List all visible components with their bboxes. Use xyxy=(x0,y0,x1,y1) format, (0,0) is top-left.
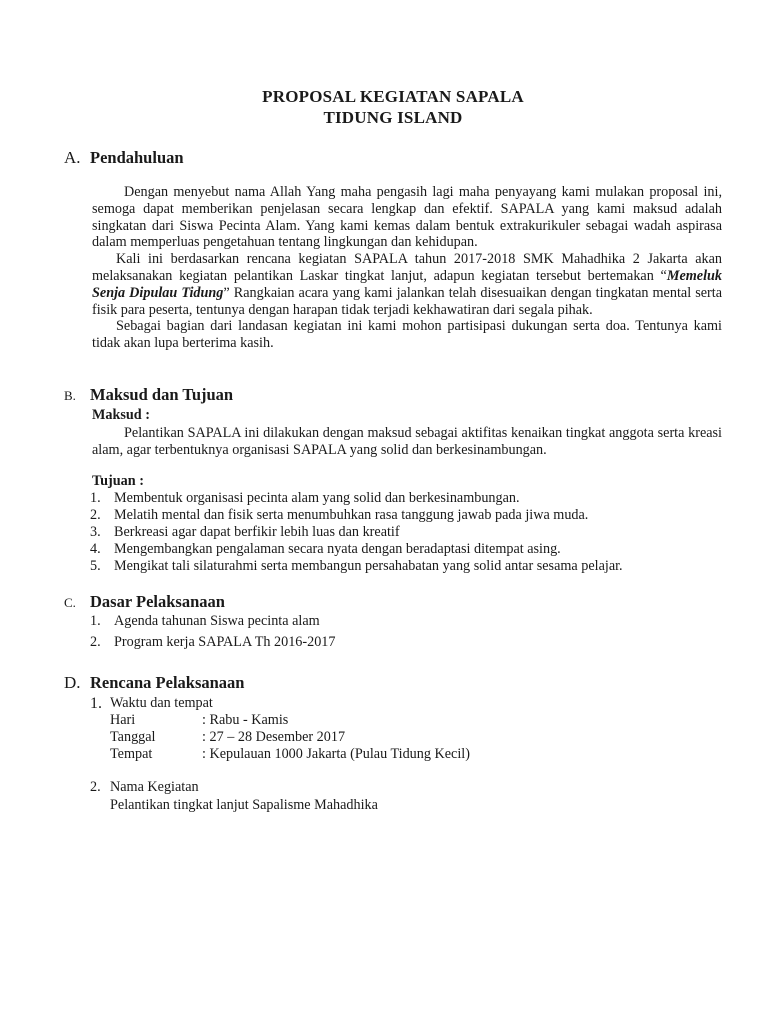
table-row: Tanggal : 27 – 28 Desember 2017 xyxy=(110,729,346,745)
section-a-heading xyxy=(64,148,184,168)
section-b-heading xyxy=(64,385,233,405)
list-item: 1. Membentuk organisasi pecinta alam yang solid dan berkesinambungan. xyxy=(90,490,520,506)
list-item: 4. Mengembangkan pengalaman secara nyata dengan beradaptasi ditempat asing. xyxy=(90,541,561,557)
table-row: Tempat : Kepulauan 1000 Jakarta (Pulau Tidung Kecil) xyxy=(110,746,470,762)
list-item: 2. Nama Kegiatan xyxy=(90,779,199,795)
section-d-heading xyxy=(64,673,244,693)
section-c-letter: C. xyxy=(64,595,76,610)
list-item: 2. Melatih mental dan fisik serta menumbuhkan rasa tanggung jawab pada jiwa muda. xyxy=(90,507,589,523)
tujuan-label: Tujuan : xyxy=(92,473,144,489)
document-title: PROPOSAL KEGIATAN SAPALA xyxy=(262,87,524,106)
list-item: 5. Mengikat tali silaturahmi serta membangun persahabatan yang solid antar sesama pelajar. xyxy=(90,558,623,574)
tujuan-list xyxy=(90,490,623,575)
activity-name: Pelantikan tingkat lanjut Sapalisme Mahadhika xyxy=(110,797,378,813)
list-item: 3. Berkreasi agar dapat berfikir lebih luas dan kreatif xyxy=(90,524,400,540)
list-item: 2. Program kerja SAPALA Th 2016-2017 xyxy=(90,634,336,650)
list-item: 1. Agenda tahunan Siswa pecinta alam xyxy=(90,613,320,629)
section-c-heading xyxy=(64,592,225,612)
rencana-item-1 xyxy=(90,695,213,712)
section-b-title: Maksud dan Tujuan xyxy=(90,385,234,404)
section-a-letter: A. xyxy=(64,148,81,167)
maksud-paragraph: Pelantikan SAPALA ini dilakukan dengan maksud sebagai aktifitas kenaikan tingkat anggota serta kreasi alam, agar terbentuknya organisasi SAPALA yang solid dan berkesinambungan. xyxy=(92,425,722,458)
maksud-label: Maksud : xyxy=(92,407,150,423)
section-b-letter: B. xyxy=(64,388,76,403)
table-row: Hari : Rabu - Kamis xyxy=(110,712,289,728)
schedule-table xyxy=(110,712,470,763)
intro-paragraph-1: Dengan menyebut nama Allah Yang maha pengasih lagi maha penyayang kami mulakan proposal ini, semoga dapat memberikan penjelasan secara lengkap dan efektif. SAPALA yang kami maksud adalah singkatan dari Siswa Pecinta Alam. Yang kami kemas dalam bentuk extrakurikuler sebagai wadah aspirasa dalam memperluas pengetahuan tentang lingkungan dan kehidupan. xyxy=(92,184,722,251)
section-a-title: Pendahuluan xyxy=(90,148,184,167)
section-d-title: Rencana Pelaksanaan xyxy=(90,673,245,692)
dasar-list xyxy=(90,613,335,651)
maksud-body xyxy=(92,425,722,459)
intro-paragraph-3: Sebagai bagian dari landasan kegiatan ini kami mohon partisipasi dukungan serta doa. Tentunya kami tidak akan lupa berterima kasih. xyxy=(92,318,722,352)
section-c-title: Dasar Pelaksanaan xyxy=(90,592,225,611)
intro-paragraph-2: Kali ini berdasarkan rencana kegiatan SAPALA tahun 2017-2018 SMK Mahadhika 2 Jakarta akan melaksanakan kegiatan pelantikan Laskar tingkat lanjut, adapun kegiatan tersebut bertemakan “Memeluk Senja Dipulau Tidung” Rangkaian acara yang kami jalankan telah disesuaikan dengan tingkatan mental serta fisik para peserta, tentunya dengan harapan tidak terjadi kekhawatiran dari segala pihak. xyxy=(92,251,722,318)
section-a-body xyxy=(92,184,722,352)
rencana-item-2 xyxy=(90,779,199,796)
list-item: 1. Waktu dan tempat xyxy=(90,695,213,712)
document-subtitle: TIDUNG ISLAND xyxy=(323,108,463,127)
event-theme: Memeluk Senja Dipulau Tidung xyxy=(92,267,722,301)
section-d-letter: D. xyxy=(64,673,81,692)
